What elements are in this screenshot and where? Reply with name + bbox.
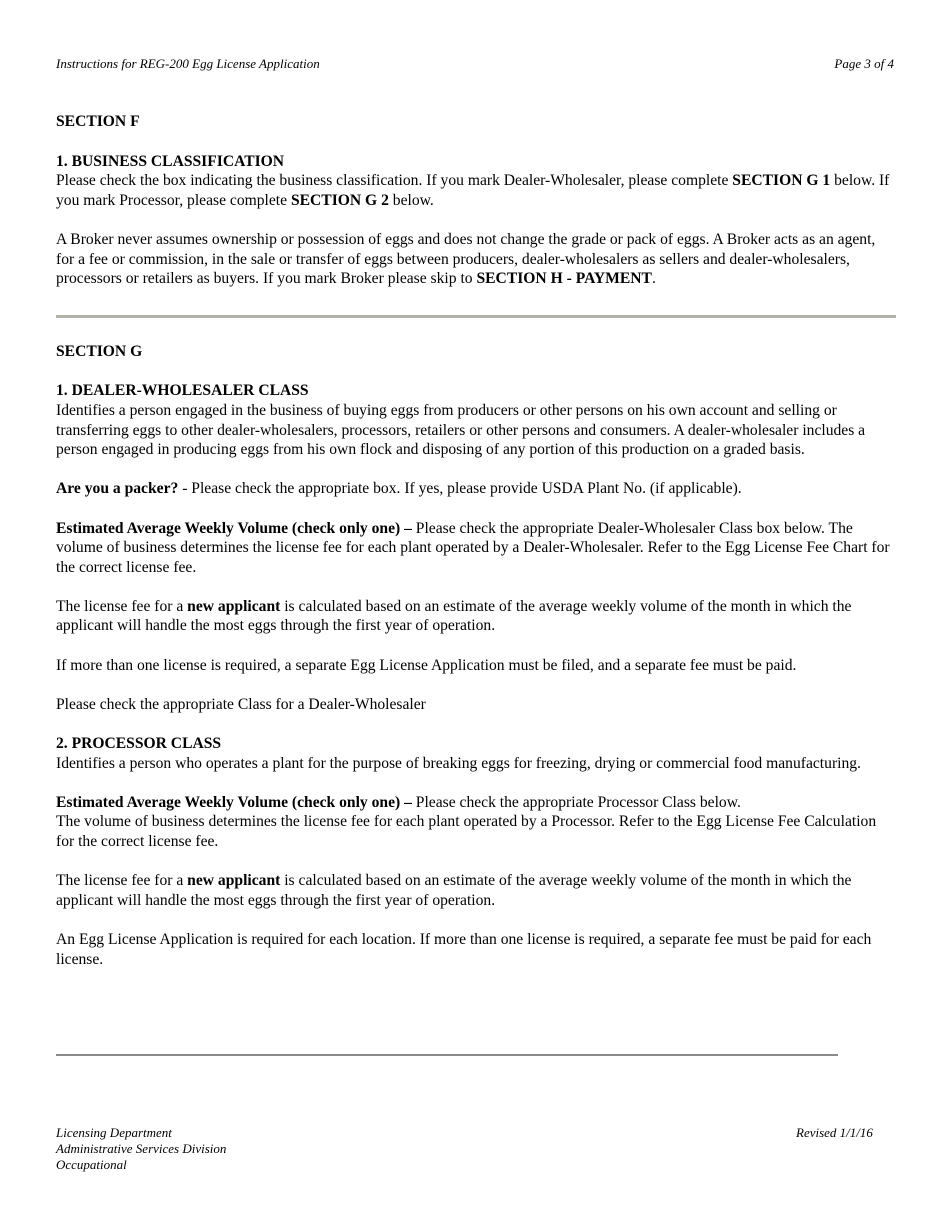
text-run: Please check the appropriate Processor Class below. bbox=[411, 793, 741, 811]
business-classification-paragraph bbox=[56, 171, 896, 210]
dealer-volume-paragraph bbox=[56, 519, 896, 578]
footer-line: Administrative Services Division bbox=[56, 1141, 227, 1156]
footer-line: Licensing Department bbox=[56, 1125, 172, 1140]
text-run: Please check the box indicating the business classification. If you mark Dealer-Wholesaler, please complete bbox=[56, 172, 733, 190]
broker-paragraph bbox=[56, 230, 896, 289]
text-run: The license fee for a bbox=[56, 872, 188, 890]
processor-fee-paragraph bbox=[56, 871, 896, 910]
volume-label: Estimated Average Weekly Volume (check only one) – bbox=[56, 793, 412, 811]
business-classification-heading: 1. BUSINESS CLASSIFICATION bbox=[56, 152, 285, 170]
text-run: The license fee for a bbox=[56, 597, 188, 615]
processor-heading: 2. PROCESSOR CLASS bbox=[56, 735, 222, 753]
text-run: - Please check the appropriate box. If yes, please provide USDA Plant No. (if applicable). bbox=[178, 480, 742, 498]
packer-question: Are you a packer? bbox=[56, 480, 179, 498]
dealer-check-class-paragraph: Please check the appropriate Class for a Dealer-Wholesaler bbox=[56, 695, 426, 713]
new-applicant-label: new applicant bbox=[187, 597, 281, 615]
document-body bbox=[56, 112, 896, 989]
text-run: A Broker never assumes ownership or possession of eggs and does not change the grade or pack of eggs. A Broker acts as an agent, for a fee or commission, in the sale or transfer of eggs between producers, dealer-wholesalers as sellers and dealer-wholesalers, processors or retailers as buyers. If you mark Broker please skip to bbox=[56, 230, 876, 288]
volume-label: Estimated Average Weekly Volume (check only one) – bbox=[56, 519, 412, 537]
section-g1-reference: SECTION G 1 bbox=[732, 172, 831, 190]
new-applicant-label: new applicant bbox=[187, 872, 281, 890]
section-g-title: SECTION G bbox=[56, 342, 143, 360]
text-run: below. bbox=[388, 191, 434, 209]
text-run: The volume of business determines the license fee for each plant operated by a Processor. Refer to the Egg License Fee Calculation for the correct license fee. bbox=[56, 813, 877, 850]
text-run: . bbox=[651, 270, 656, 288]
dealer-wholesaler-definition: Identifies a person engaged in the business of buying eggs from producers or other persons on his own account and selling or transferring eggs to other dealer-wholesalers, processors, retailers or other persons and consumers. A dealer-wholesaler includes a person engaged in producing eggs from his own flock and disposing of any portion of this production on a graded basis. bbox=[56, 401, 866, 459]
text-run: is calculated based on an estimate of the average weekly volume of the month in which the applicant will handle the most eggs through the first year of operation. bbox=[56, 872, 852, 909]
revision-date: Revised 1/1/16 bbox=[796, 1125, 873, 1140]
dealer-multiple-license-paragraph: If more than one license is required, a separate Egg License Application must be filed, and a separate fee must be paid. bbox=[56, 656, 797, 674]
footer-divider bbox=[56, 1054, 838, 1056]
text-run: Please check the appropriate Dealer-Wholesaler Class box below. The volume of business determines the license fee for each plant operated by a Dealer-Wholesaler. Refer to the Egg License Fee Chart for the correct license fee. bbox=[56, 519, 890, 576]
text-run: below. If you mark Processor, please complete bbox=[56, 172, 890, 209]
processor-volume-paragraph bbox=[56, 793, 896, 852]
footer-line: Occupational bbox=[56, 1157, 127, 1172]
page-number: Page 3 of 4 bbox=[834, 56, 894, 71]
section-divider bbox=[56, 315, 896, 318]
processor-definition: Identifies a person who operates a plant for the purpose of breaking eggs for freezing, drying or commercial food manufacturing. bbox=[56, 754, 861, 772]
text-run: is calculated based on an estimate of the average weekly volume of the month in which the applicant will handle the most eggs through the first year of operation. bbox=[56, 597, 852, 635]
document-title: Instructions for REG-200 Egg License Application bbox=[56, 56, 320, 71]
packer-paragraph bbox=[56, 479, 896, 499]
dealer-wholesaler-heading: 1. DEALER-WHOLESALER CLASS bbox=[56, 382, 309, 400]
footer-department bbox=[56, 1125, 226, 1173]
section-g2-reference: SECTION G 2 bbox=[290, 191, 389, 209]
processor-location-paragraph: An Egg License Application is required for each location. If more than one license is required, a separate fee must be paid for each license. bbox=[56, 930, 872, 968]
dealer-fee-paragraph bbox=[56, 597, 896, 636]
section-h-reference: SECTION H - PAYMENT bbox=[476, 270, 652, 288]
page-header bbox=[56, 56, 894, 72]
section-f-title: SECTION F bbox=[56, 113, 140, 130]
